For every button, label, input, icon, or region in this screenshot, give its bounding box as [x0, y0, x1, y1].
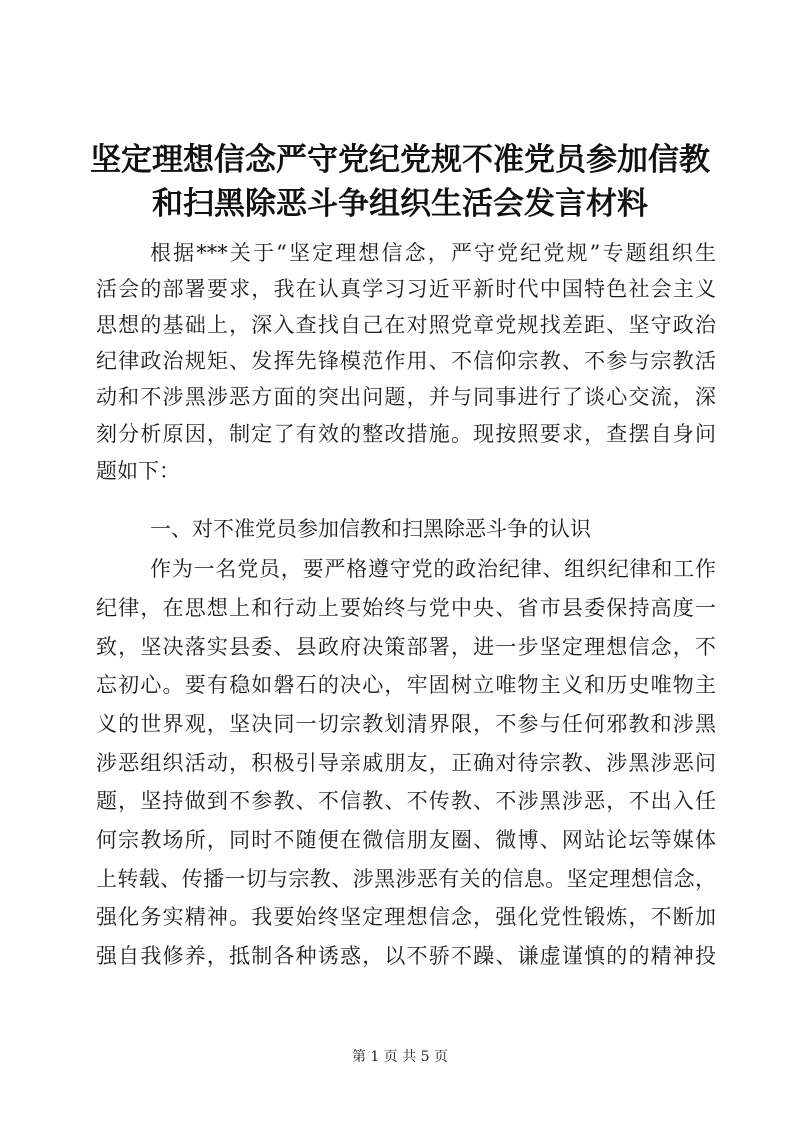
- document-title-line-1: 坚定理想信念严守党纪党规不准党员参加信教: [90, 142, 710, 178]
- body-line: 纪律政治规矩、发挥先锋模范作用、不信仰宗教、不参与宗教活: [96, 349, 716, 373]
- body-line: 义的世界观，坚决同一切宗教划清界限，不参与任何邪教和涉黑: [96, 712, 716, 736]
- body-line: 涉恶组织活动，积极引导亲戚朋友，正确对待宗教、涉黑涉恶问: [96, 751, 716, 775]
- body-line: 动和不涉黑涉恶方面的突出问题，并与同事进行了谈心交流，深: [96, 385, 716, 409]
- body-line: 题如下：: [96, 459, 180, 483]
- body-line: 活会的部署要求，我在认真学习习近平新时代中国特色社会主义: [96, 277, 716, 301]
- body-line: 致，坚决落实县委、县政府决策部署，进一步坚定理想信念，不: [96, 635, 716, 659]
- body-line: 作为一名党员，要严格遵守党的政治纪律、组织纪律和工作: [150, 557, 716, 581]
- body-line: 刻分析原因，制定了有效的整改措施。现按照要求，查摆自身问: [96, 422, 716, 446]
- body-line: 题，坚持做到不参教、不信教、不传教、不涉黑涉恶，不出入任: [96, 789, 716, 813]
- body-line: 根据***关于“坚定理想信念，严守党纪党规”专题组织生: [150, 241, 716, 265]
- section-heading: 一、对不准党员参加信教和扫黑除恶斗争的认识: [150, 517, 591, 541]
- document-title-line-2: 和扫黑除恶斗争组织生活会发言材料: [152, 186, 648, 222]
- body-line: 上转载、传播一切与宗教、涉黑涉恶有关的信息。坚定理想信念，: [96, 867, 716, 891]
- page-number-footer: 第 1 页 共 5 页: [351, 1049, 449, 1065]
- body-line: 思想的基础上，深入查找自己在对照党章党规找差距、坚守政治: [96, 313, 716, 337]
- body-line: 何宗教场所，同时不随便在微信朋友圈、微博、网站论坛等媒体: [96, 828, 716, 852]
- body-line: 强化务实精神。我要始终坚定理想信念，强化党性锻炼，不断加: [96, 905, 716, 929]
- body-line: 忘初心。要有稳如磐石的决心，牢固树立唯物主义和历史唯物主: [96, 673, 716, 697]
- body-line: 强自我修养，抵制各种诱惑，以不骄不躁、谦虚谨慎的的精神投: [96, 944, 716, 968]
- body-line: 纪律，在思想上和行动上要始终与党中央、省市县委保持高度一: [96, 596, 716, 620]
